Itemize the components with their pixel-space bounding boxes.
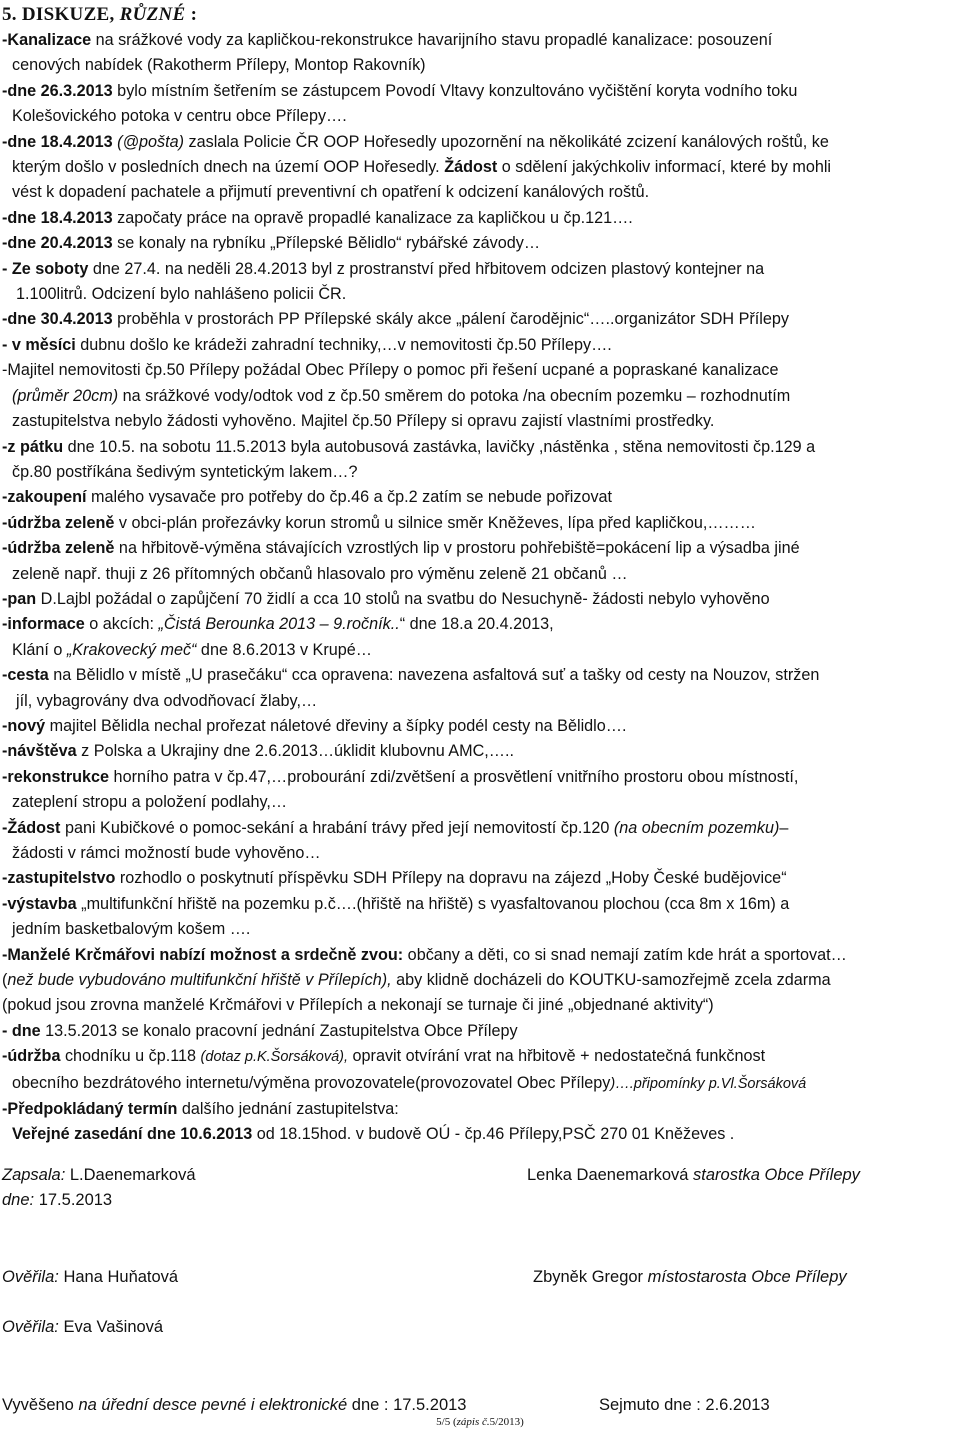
bold-lead: -údržba zeleně [2, 513, 115, 532]
heading-number: 5. DISKUZE, [2, 4, 120, 25]
text-line [2, 79, 952, 104]
bold-lead: -pan [2, 589, 37, 608]
text-line [2, 562, 952, 587]
line-text: čp.80 postříkána šedivým syntetickým lakem…? [12, 462, 358, 481]
italic-text: (@pošta) [112, 132, 184, 151]
bold-lead: -dne 26.3.2013 [2, 81, 113, 100]
text-line [2, 384, 952, 409]
verified-by-1-label: Ověřila: [2, 1268, 59, 1286]
bold-lead: -Kanalizace [2, 31, 92, 49]
posted-board-text: na úřední desce pevné i elektronické [78, 1396, 348, 1414]
text-line [2, 1044, 952, 1070]
text-line [2, 1019, 952, 1044]
line-text: malého vysavače pro potřeby do čp.46 a čp.2 zatím se nebude pořizovat [86, 488, 613, 507]
text-line [2, 866, 952, 891]
text-line [2, 511, 952, 536]
line-text: (pokud jsou zrovna manželé Krčmářovi v Přílepích a nekonají se turnaje či jiné „objednané aktivity“) [2, 996, 714, 1015]
line-text: pani Kubičkové o pomoc-sekání a hrabání trávy před její nemovitostí čp.120 [60, 818, 614, 837]
line-text: 1.100litrů. Odcizení bylo nahlášeno policii ČR. [16, 285, 347, 304]
bold-lead: Veřejné zasedání dne 10.6.2013 [12, 1125, 253, 1144]
line-text: jíl, vybagrovány dva odvodňovací žlaby,… [16, 691, 318, 710]
text-line [2, 587, 952, 612]
line-text: proběhla v prostorách PP Přílepské skály akce „pálení čarodějnic“…..organizátor SDH Přílepy [112, 310, 789, 329]
text-line [2, 28, 952, 53]
bold-lead: -návštěva [2, 742, 77, 761]
text-line [2, 333, 952, 358]
text-line [2, 816, 952, 841]
italic-text: než bude vybudováno multifunkční hřiště v Přílepích), [7, 971, 392, 990]
line-text: jedním basketbalovým košem …. [12, 920, 251, 939]
italic-text: (na obecním pozemku) [613, 818, 780, 837]
line-text: horního patra v čp.47,…probourání zdi/zvětšení a prosvětlení vnitřního prostoru obou místností, [109, 767, 799, 786]
text-line [2, 460, 952, 485]
bold-lead: -informace [2, 615, 85, 634]
line-text: cenových nabídek (Rakotherm Přílepy, Montop Rakovník) [12, 56, 426, 75]
text-line [2, 1122, 952, 1147]
line-text: na srážkové vody za kapličkou-rekonstrukce havarijního stavu propadlé kanalizace: posouzení [91, 31, 773, 49]
text-line [2, 663, 952, 688]
discussion-body [2, 28, 952, 1148]
deputy-mayor-signature [533, 1265, 847, 1290]
bold-lead: -dne 18.4.2013 [2, 208, 113, 227]
posted-label: Vyvěšeno [2, 1396, 79, 1414]
recorded-by [2, 1163, 196, 1188]
text-line [2, 206, 952, 231]
line-text: dne 10.5. na sobotu 11.5.2013 byla autobusová zastávka, lavičky ,nástěnka , stěna nemovitosti čp.129 a [63, 437, 816, 456]
text-line [2, 104, 952, 129]
italic-text: „Čistá Berounka 2013 – 9.ročník.. [158, 615, 400, 634]
line-text: občany a děti, co si snad nemají zatím kde hrát a sportovat… [403, 945, 847, 964]
recorded-date-value: 17.5.2013 [34, 1191, 113, 1209]
italic-text: (dotaz p.K.Šorsáková), [200, 1049, 349, 1066]
section-heading [2, 2, 197, 28]
line-text: obecního bezdrátového internetu/výměna provozovatele(provozovatel Obec Přílepy [12, 1073, 611, 1092]
line-text: kterým došlo v posledních dnech na území OOP Hořesedly. [12, 158, 445, 177]
posted-date: dne : 17.5.2013 [347, 1396, 467, 1414]
text-line [2, 180, 952, 205]
heading-italic: RŮZNÉ [119, 4, 186, 25]
line-text: od 18.15hod. v budově OÚ - čp.46 Přílepy,PSČ 270 01 Kněževes . [252, 1125, 735, 1144]
text-line [2, 739, 952, 764]
line-text: zeleně např. thuji z 26 přítomných občanů hlasovalo pro výměnu zeleně 21 občanů … [12, 564, 628, 583]
text-line [2, 130, 952, 155]
line-text: D.Lajbl požádal o zapůjčení 70 židlí a cca 10 stolů na svatbu do Nesuchyně- žádosti nebylo vyhověno [36, 589, 770, 608]
text-line [2, 485, 952, 510]
bold-lead: -dne 18.4.2013 [2, 132, 113, 151]
line-text: zaslala Policie ČR OOP Hořesedly upozornění na několikáté zcizení kanálových roštů, ke [184, 132, 829, 151]
line-text: dne 27.4. na neděli 28.4.2013 byl z prostranství před hřbitovem odcizen plastový kontejner na [88, 259, 765, 278]
heading-suffix: : [185, 4, 198, 25]
mayor-signature [527, 1163, 860, 1188]
line-text: na Bělidlo v místě „U prasečáku“ cca opravena: navezena asfaltová suť a tašky od cesty na Nouzov, stržen [48, 666, 820, 685]
text-line [2, 257, 952, 282]
italic-text: „Krakovecký meč“ [66, 640, 197, 659]
text-line [2, 638, 952, 663]
verified-by-1 [2, 1265, 178, 1290]
verified-by-2 [2, 1315, 163, 1340]
page-number-suffix: 5/2013) [489, 1416, 524, 1428]
line-text: “ dne 18.a 20.4.2013, [399, 615, 554, 634]
text-line [2, 536, 952, 561]
line-text: – [779, 818, 789, 837]
recorded-date-label: dne: [2, 1191, 35, 1209]
line-text: „multifunkční hřiště na pozemku p.č….(hřiště na hřiště) s vyasfaltovanou plochou (cca 8m x 16m) a [76, 894, 790, 913]
italic-text: (průměr 20cm) [12, 386, 119, 405]
line-text: zateplení stropu a položení podlahy,… [12, 793, 288, 812]
recorded-by-name: L.Daenemarková [65, 1166, 196, 1184]
bold-lead: -výstavba [2, 894, 77, 913]
text-line [2, 943, 952, 968]
text-line [2, 790, 952, 815]
line-text: 13.5.2013 se konalo pracovní jednání Zastupitelstva Obce Přílepy [40, 1021, 518, 1040]
line-text: dubnu došlo ke krádeži zahradní techniky,…v nemovitosti čp.50 Přílepy…. [75, 335, 612, 354]
bold-lead: - dne [2, 1021, 41, 1040]
page-number-prefix: 5/5 ( [436, 1416, 457, 1428]
text-line [2, 53, 952, 78]
text-line [2, 409, 952, 434]
line-text: se konaly na rybníku „Přílepské Bělidlo“ rybářské závody… [112, 234, 541, 253]
text-line [2, 714, 952, 739]
verified-by-2-label: Ověřila: [2, 1318, 59, 1336]
line-text: z Polska a Ukrajiny dne 2.6.2013…úklidit klubovnu AMC,….. [76, 742, 514, 761]
line-text: Kolešovického potoka v centru obce Přílepy…. [12, 107, 347, 126]
line-text: bylo místním šetřením se zástupcem Povodí Vltavy konzultováno vyčištění koryta vodního toku [112, 81, 798, 100]
text-line [2, 993, 952, 1018]
bold-lead: - v měsíci [2, 335, 76, 354]
bold-lead: -zastupitelstvo [2, 869, 116, 888]
text-line [2, 612, 952, 637]
deputy-mayor-name: Zbyněk Gregor [533, 1268, 648, 1286]
text-line [2, 307, 952, 332]
line-text: dalšího jednání zastupitelstva: [177, 1100, 399, 1119]
text-line [2, 689, 952, 714]
removed-date: Sejmuto dne : 2.6.2013 [599, 1396, 770, 1414]
text-line [2, 765, 952, 790]
recorded-date [2, 1188, 112, 1213]
line-text: zastupitelstva nebylo žádosti vyhověno. Majitel čp.50 Přílepy si opravu zajistí vlastními prostředky. [12, 412, 715, 431]
bold-lead: -dne 20.4.2013 [2, 234, 113, 253]
bold-lead: -rekonstrukce [2, 767, 110, 786]
line-text: dne 8.6.2013 v Krupé… [196, 640, 372, 659]
verified-by-2-name: Eva Vašinová [58, 1318, 164, 1336]
page-number [0, 1415, 960, 1429]
bold-lead: -Manželé Krčmářovi nabízí možnost a srdečně zvou: [2, 945, 404, 964]
recorded-by-label: Zapsala: [2, 1166, 66, 1184]
italic-text: )….připomínky p.Vl.Šorsáková [610, 1075, 807, 1092]
line-text: v obci-plán prořezávky korun stromů u silnice směr Kněževes, lípa před kapličkou,……… [114, 513, 756, 532]
page-number-italic: zápis č. [456, 1416, 490, 1428]
text-line [2, 917, 952, 942]
bold-lead: -z pátku [2, 437, 64, 456]
bold-lead: -údržba zeleně [2, 539, 115, 558]
line-text: Klání o [12, 640, 67, 659]
deputy-mayor-role: místostarosta Obce Přílepy [647, 1268, 847, 1286]
text-line [2, 1071, 952, 1097]
text-line [2, 155, 952, 180]
line-text: o sdělení jakýchkoliv informací, které by mohli [497, 158, 832, 177]
bold-lead: -zakoupení [2, 488, 87, 507]
line-text: ( [2, 971, 8, 990]
bold-lead: -Předpokládaný termín [2, 1100, 178, 1119]
line-text: započaty práce na opravě propadlé kanalizace za kapličkou u čp.121…. [112, 208, 633, 227]
text-line [2, 435, 952, 460]
line-text: chodníku u čp.118 [60, 1047, 201, 1066]
bold-lead: - Ze soboty [2, 259, 89, 278]
text-line [2, 841, 952, 866]
text-line [2, 231, 952, 256]
text-line [2, 358, 952, 383]
bold-lead: -Žádost [2, 818, 61, 837]
text-line [2, 968, 952, 993]
bold-lead: -údržba [2, 1047, 61, 1066]
line-text: -Majitel nemovitosti čp.50 Přílepy požádal Obec Přílepy o pomoc při řešení ucpané a popraskané kanalizace [2, 361, 779, 380]
text-line [2, 1097, 952, 1122]
line-text: majitel Bělidla nechal prořezat náletové dřeviny a šípky podél cesty na Bělidlo…. [45, 716, 627, 735]
mayor-role: starostka Obce Přílepy [693, 1166, 860, 1184]
line-text: aby klidně docházeli do KOUTKU-samozřejmě zcela zdarma [391, 971, 831, 990]
line-text: na hřbitově-výměna stávajících vzrostlých lip v prostoru pohřebiště=pokácení lip a výsadba jiné [114, 539, 800, 558]
line-text: opravit otvírání vrat na hřbitově + nedostatečná funkčnost [348, 1047, 766, 1066]
bold-lead: -cesta [2, 666, 49, 685]
text-line [2, 282, 952, 307]
line-text: rozhodlo o poskytnutí příspěvku SDH Přílepy na dopravu na zájezd „Hoby České budějovice“ [115, 869, 787, 888]
bold-lead: -dne 30.4.2013 [2, 310, 113, 329]
text-line [2, 892, 952, 917]
line-text: vést k dopadení pachatele a přijmutí preventivní ch opatření k odcizení kanálových roštů. [12, 183, 650, 202]
line-text: na srážkové vody/odtok vod z čp.50 směrem do potoka /na obecním pozemku – rozhodnutím [118, 386, 791, 405]
mayor-name: Lenka Daenemarková [527, 1166, 694, 1184]
line-text: žádosti v rámci možností bude vyhověno… [12, 844, 321, 862]
bold-lead: -nový [2, 716, 46, 735]
line-text: o akcích: [84, 615, 159, 634]
verified-by-1-name: Hana Huňatová [58, 1268, 179, 1286]
bold-lead: Žádost [444, 158, 498, 177]
